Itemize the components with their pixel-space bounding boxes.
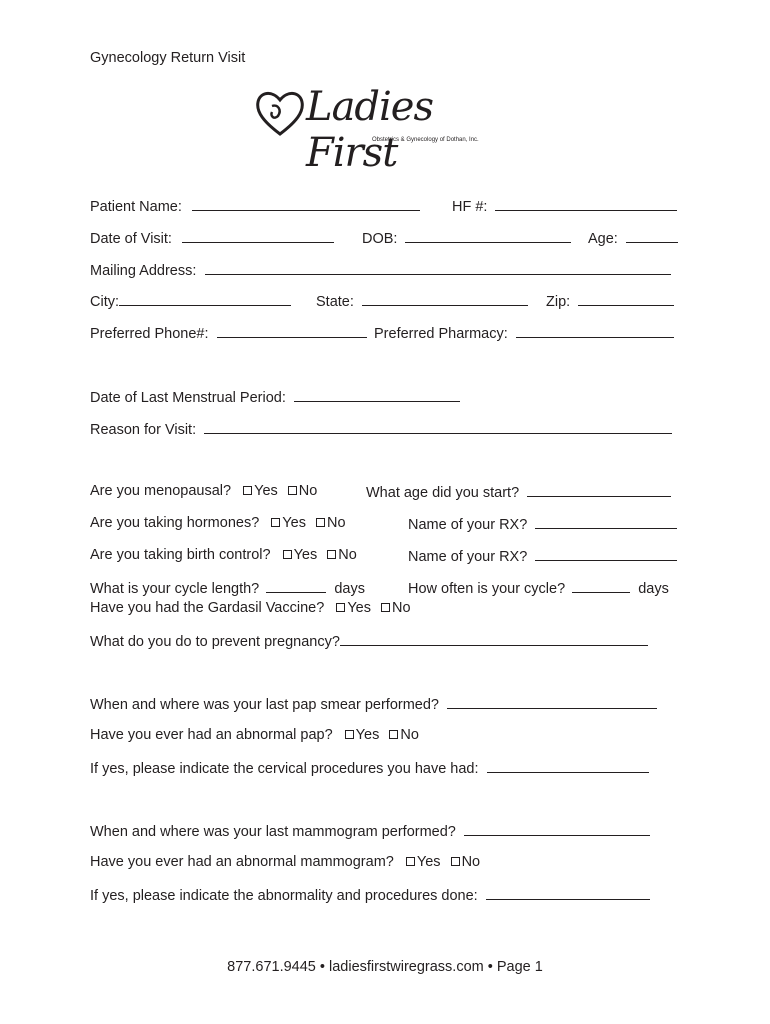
yes-label: Yes — [282, 515, 306, 531]
no-label: No — [461, 854, 481, 870]
prevent-field[interactable] — [340, 632, 648, 646]
no-label: No — [326, 515, 346, 531]
menopausal-no-checkbox[interactable] — [288, 486, 297, 495]
mammo-procedures-row — [90, 886, 650, 904]
preferred-pharmacy-row — [374, 324, 674, 342]
rx-name-label: Name of your RX? — [408, 549, 528, 565]
preferred-phone-field[interactable] — [217, 324, 367, 338]
mailing-address-field[interactable] — [205, 261, 671, 275]
cycle-often-row — [408, 579, 669, 597]
pap-procedures-row — [90, 759, 649, 777]
birth-control-rx-row — [408, 547, 677, 565]
lmp-label: Date of Last Menstrual Period: — [90, 390, 286, 406]
lmp-field[interactable] — [294, 388, 460, 402]
hormones-no-checkbox[interactable] — [316, 518, 325, 527]
cycle-often-field[interactable] — [572, 579, 630, 593]
days-label: days — [638, 581, 669, 597]
prevent-label: What do you do to prevent pregnancy? — [90, 634, 340, 650]
mammo-abnormal-yes-checkbox[interactable] — [406, 857, 415, 866]
date-of-visit-field[interactable] — [182, 229, 334, 243]
city-field[interactable] — [119, 292, 291, 306]
yes-label: Yes — [254, 483, 278, 499]
yes-label: Yes — [347, 600, 371, 616]
preferred-phone-label: Preferred Phone#: — [90, 326, 209, 342]
preferred-pharmacy-field[interactable] — [516, 324, 674, 338]
birth-control-no-checkbox[interactable] — [327, 550, 336, 559]
dob-row — [362, 229, 571, 247]
menopausal-row — [90, 483, 317, 499]
date-of-visit-label: Date of Visit: — [90, 231, 172, 247]
birth-control-rx-field[interactable] — [535, 547, 677, 561]
birth-control-row — [90, 547, 357, 563]
pap-abnormal-label: Have you ever had an abnormal pap? — [90, 727, 333, 743]
pap-abnormal-yes-checkbox[interactable] — [345, 730, 354, 739]
mammo-when-field[interactable] — [464, 822, 650, 836]
form-title: Gynecology Return Visit — [90, 50, 246, 66]
no-label: No — [392, 600, 411, 616]
cycle-length-row — [90, 579, 365, 597]
pap-when-field[interactable] — [447, 695, 657, 709]
logo-tagline: Obstetrics & Gynecology of Dothan, Inc. — [372, 137, 479, 143]
gardasil-label: Have you had the Gardasil Vaccine? — [90, 600, 325, 616]
mammo-when-row — [90, 822, 650, 840]
yes-label: Yes — [416, 854, 441, 870]
pap-when-row — [90, 695, 657, 713]
mailing-address-label: Mailing Address: — [90, 263, 197, 279]
no-label: No — [400, 727, 419, 743]
pap-abnormal-row — [90, 727, 419, 743]
no-label: No — [338, 547, 357, 563]
cycle-often-label: How often is your cycle? — [408, 581, 566, 597]
rx-name-label: Name of your RX? — [408, 517, 528, 533]
hormones-row — [90, 515, 346, 531]
gardasil-no-checkbox[interactable] — [381, 603, 390, 612]
hormones-label: Are you taking hormones? — [90, 515, 260, 531]
cycle-length-field[interactable] — [266, 579, 326, 593]
mammo-when-label: When and where was your last mammogram performed? — [90, 824, 456, 840]
pap-when-label: When and where was your last pap smear performed? — [90, 697, 439, 713]
mailing-address-row — [90, 261, 671, 279]
zip-row — [546, 292, 674, 310]
dob-label: DOB: — [362, 231, 398, 247]
birth-control-label: Are you taking birth control? — [90, 547, 271, 563]
state-label: State: — [316, 294, 354, 310]
preferred-pharmacy-label: Preferred Pharmacy: — [374, 326, 508, 342]
days-label: days — [334, 581, 365, 597]
age-start-field[interactable] — [527, 483, 671, 497]
preferred-phone-row — [90, 324, 367, 342]
patient-name-row — [90, 197, 420, 215]
reason-field[interactable] — [204, 420, 672, 434]
zip-label: Zip: — [546, 294, 571, 310]
pap-abnormal-no-checkbox[interactable] — [389, 730, 398, 739]
menopausal-yes-checkbox[interactable] — [243, 486, 252, 495]
hormones-yes-checkbox[interactable] — [271, 518, 280, 527]
yes-label: Yes — [293, 547, 318, 563]
hormones-rx-field[interactable] — [535, 515, 677, 529]
hf-row — [452, 197, 677, 215]
reason-row — [90, 420, 672, 438]
age-label: Age: — [588, 231, 618, 247]
mammo-abnormal-label: Have you ever had an abnormal mammogram? — [90, 854, 394, 870]
gardasil-row — [90, 600, 411, 616]
reason-label: Reason for Visit: — [90, 422, 197, 438]
city-row — [90, 292, 291, 310]
prevent-row — [90, 632, 648, 650]
hf-label: HF #: — [452, 199, 488, 215]
mammo-procedures-field[interactable] — [486, 886, 650, 900]
state-row — [316, 292, 528, 310]
cycle-length-label: What is your cycle length? — [90, 581, 260, 597]
patient-name-field[interactable] — [192, 197, 420, 211]
pap-procedures-label: If yes, please indicate the cervical procedures you have had: — [90, 761, 479, 777]
dob-field[interactable] — [405, 229, 571, 243]
zip-field[interactable] — [578, 292, 674, 306]
city-label: City: — [90, 294, 119, 310]
age-field[interactable] — [626, 229, 678, 243]
state-field[interactable] — [362, 292, 528, 306]
no-label: No — [298, 483, 318, 499]
logo-text: Ladies First — [306, 84, 434, 176]
age-start-row — [366, 483, 671, 501]
yes-label: Yes — [355, 727, 380, 743]
hormones-rx-row — [408, 515, 677, 533]
menopausal-label: Are you menopausal? — [90, 483, 232, 499]
mammo-abnormal-row — [90, 854, 480, 870]
mammo-procedures-label: If yes, please indicate the abnormality and procedures done: — [90, 888, 478, 904]
date-of-visit-row — [90, 229, 334, 247]
patient-name-label: Patient Name: — [90, 199, 182, 215]
gardasil-yes-checkbox[interactable] — [336, 603, 345, 612]
heart-logo-icon — [254, 88, 306, 138]
mammo-abnormal-no-checkbox[interactable] — [451, 857, 460, 866]
birth-control-yes-checkbox[interactable] — [283, 550, 292, 559]
age-row — [588, 229, 678, 247]
age-start-label: What age did you start? — [366, 485, 520, 501]
footer: 877.671.9445 • ladiesfirstwiregrass.com • Page 1 — [227, 959, 543, 975]
pap-procedures-field[interactable] — [487, 759, 649, 773]
hf-field[interactable] — [495, 197, 677, 211]
lmp-row — [90, 388, 460, 406]
logo — [254, 84, 504, 176]
